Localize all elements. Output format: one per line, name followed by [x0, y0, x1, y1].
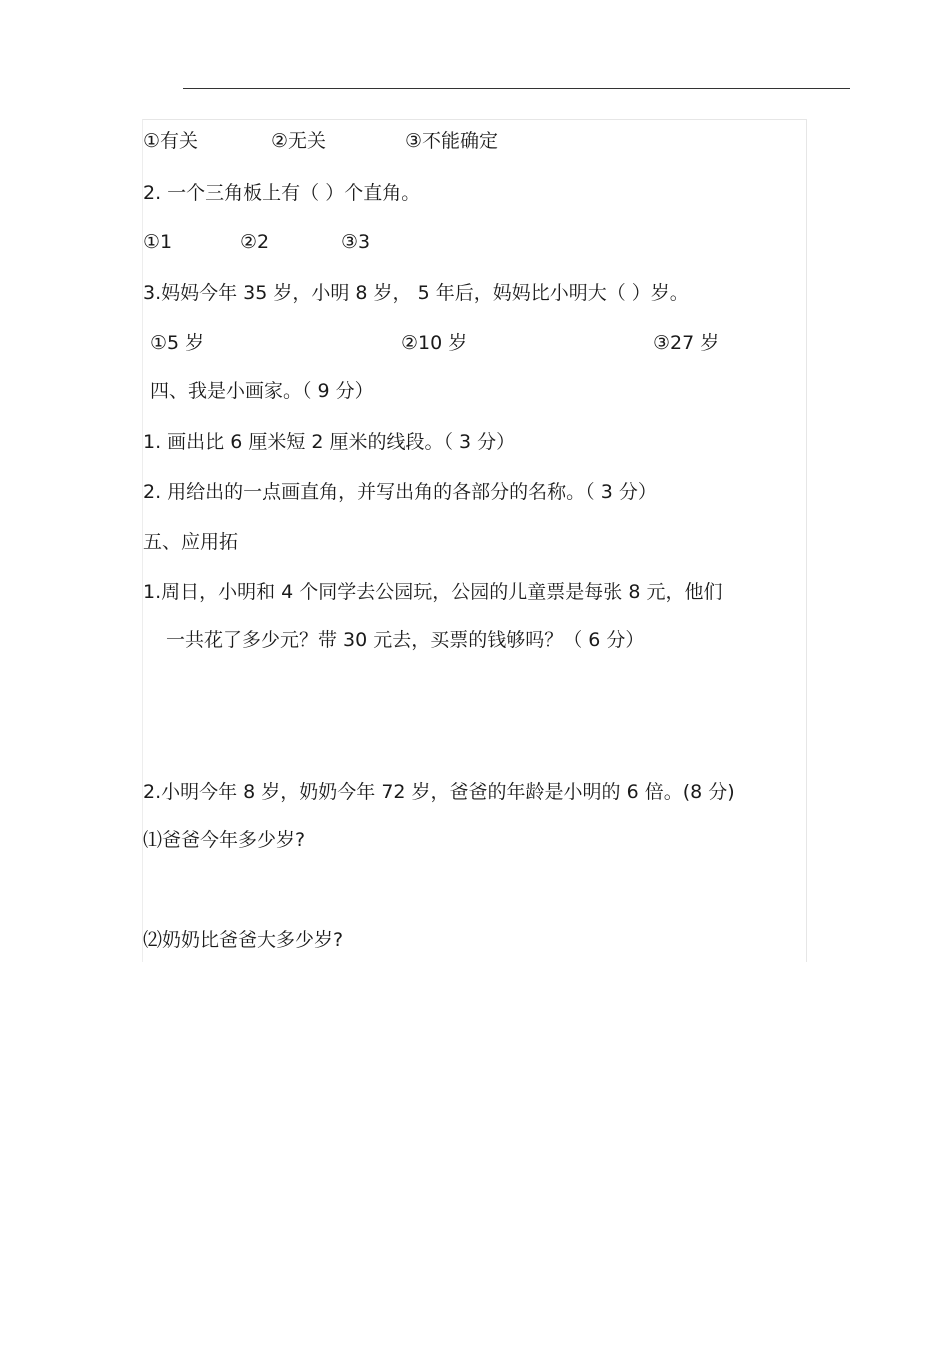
question-2-stem: 2. 一个三角板上有（ ）个直角。 — [143, 182, 421, 204]
problem-2-sub-2: ⑵奶奶比爸爸大多少岁? — [143, 929, 344, 951]
problem-2-stem: 2.小明今年 8 岁，奶奶今年 72 岁，爸爸的年龄是小明的 6 倍。(8 分) — [143, 781, 735, 803]
problem-1-line-1: 1.周日，小明和 4 个同学去公园玩，公园的儿童票是每张 8 元，他们 — [143, 581, 723, 603]
section-5-title: 五、应用拓 — [143, 531, 239, 553]
problem-1-line-2: 一共花了多少元？带 30 元去，买票的钱够吗？（ 6 分） — [166, 629, 645, 651]
header-rule — [183, 88, 850, 89]
question-3-stem: 3.妈妈今年 35 岁，小明 8 岁， 5 年后，妈妈比小明大（ ）岁。 — [143, 282, 689, 304]
section-4-title: 四、我是小画家。（ 9 分） — [150, 380, 374, 402]
section-4-item-2: 2. 用给出的一点画直角，并写出角的各部分的名称。（ 3 分） — [143, 481, 657, 503]
option-3: ③3 — [341, 231, 371, 253]
problem-2-sub-1: ⑴爸爸今年多少岁? — [143, 829, 306, 851]
option-3: ③27 岁 — [653, 332, 720, 354]
option-2: ②10 岁 — [401, 332, 468, 354]
option-3: ③不能确定 — [405, 130, 499, 152]
option-2: ②无关 — [271, 130, 327, 152]
option-1: ①有关 — [143, 130, 199, 152]
section-4-item-1: 1. 画出比 6 厘米短 2 厘米的线段。（ 3 分） — [143, 431, 516, 453]
option-1: ①5 岁 — [150, 332, 205, 354]
option-1: ①1 — [143, 231, 173, 253]
option-2: ②2 — [240, 231, 270, 253]
